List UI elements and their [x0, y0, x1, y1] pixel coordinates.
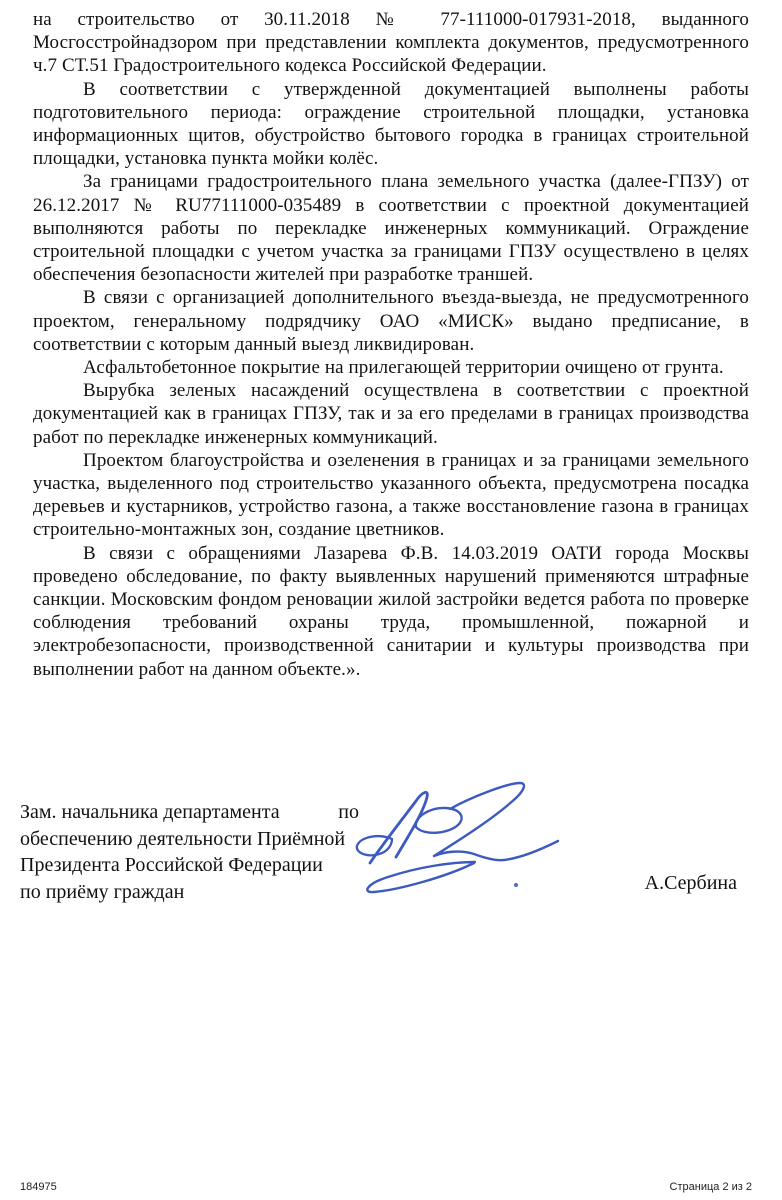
- signatory-name: А.Сербина: [644, 872, 737, 894]
- signature-strokes: [357, 783, 558, 892]
- paragraph: Вырубка зеленых насаждений осуществлена в соответствии с проектной документацией как в границах ГПЗУ, так и за его пределами в границах производства работ по перекладке инженерных коммуникаций.: [33, 380, 749, 448]
- letter-body: [33, 8, 749, 681]
- signatory-title-line: по приёму граждан: [20, 880, 185, 903]
- signatory-title-line: обеспечению деятельности Приёмной: [20, 827, 346, 850]
- paragraph: В связи с организацией дополнительного въезда-выезда, не предусмотренного проектом, генеральному подрядчику ОАО «МИСК» выдано предписание, в соответствии с которым данный выезд ликвидирован.: [33, 287, 749, 355]
- document-number: 184975: [20, 1181, 57, 1193]
- signatory-title-text: по: [338, 801, 359, 823]
- paragraph: За границами градостроительного плана земельного участка (далее-ГПЗУ) от 26.12.2017 № RU77111000-035489 в соответствии с проектной документацией выполняются работы по перекладке инженерных коммуникаций. Ограждение строительной площадки с учетом участка за границами ГПЗУ осуществлено в целях обеспечения безопасности жителей при разработке траншей.: [33, 171, 749, 286]
- paragraph: В связи с обращениями Лазарева Ф.В. 14.03.2019 ОАТИ города Москвы проведено обследование, по факту выявленных нарушений применяются штрафные санкции. Московским фондом реновации жилой застройки ведется работа по проверке соблюдения требований охраны труда, промышленной, пожарной и электробезопасности, производственной санитарии и культуры производства при выполнении работ на данном объекте.».: [33, 542, 749, 680]
- signatory-title-line: [20, 799, 359, 826]
- page-indicator: Страница 2 из 2: [669, 1181, 752, 1193]
- paragraph: В соответствии с утвержденной документацией выполнены работы подготовительного периода: ограждение строительной площадки, установка информационных щитов, обустройство бытового городка в границах строительной площадки, установка пункта мойки колёс.: [33, 78, 749, 170]
- paragraph-continuation: на строительство от 30.11.2018 № 77-111000-017931-2018, выданного Мосгосстройнадзором при представлении комплекта документов, предусмотренного ч.7 СТ.51 Градостроительного кодекса Российской Федерации.: [33, 9, 749, 77]
- paragraph: Асфальтобетонное покрытие на прилегающей территории очищено от грунта.: [83, 357, 724, 379]
- signatory-title-text: Зам. начальника департамента: [20, 801, 280, 823]
- signatory-title: [20, 799, 359, 905]
- handwritten-signature-ink: [346, 779, 590, 917]
- signatory-title-line: Президента Российской Федерации: [20, 854, 323, 876]
- paragraph: Проектом благоустройства и озеленения в границах и за границами земельного участка, выделенного под строительство указанного объекта, предусмотрена посадка деревьев и кустарников, устройство газона, а также восстановление газона в границах строительно-монтажных зон, создание цветников.: [33, 449, 749, 541]
